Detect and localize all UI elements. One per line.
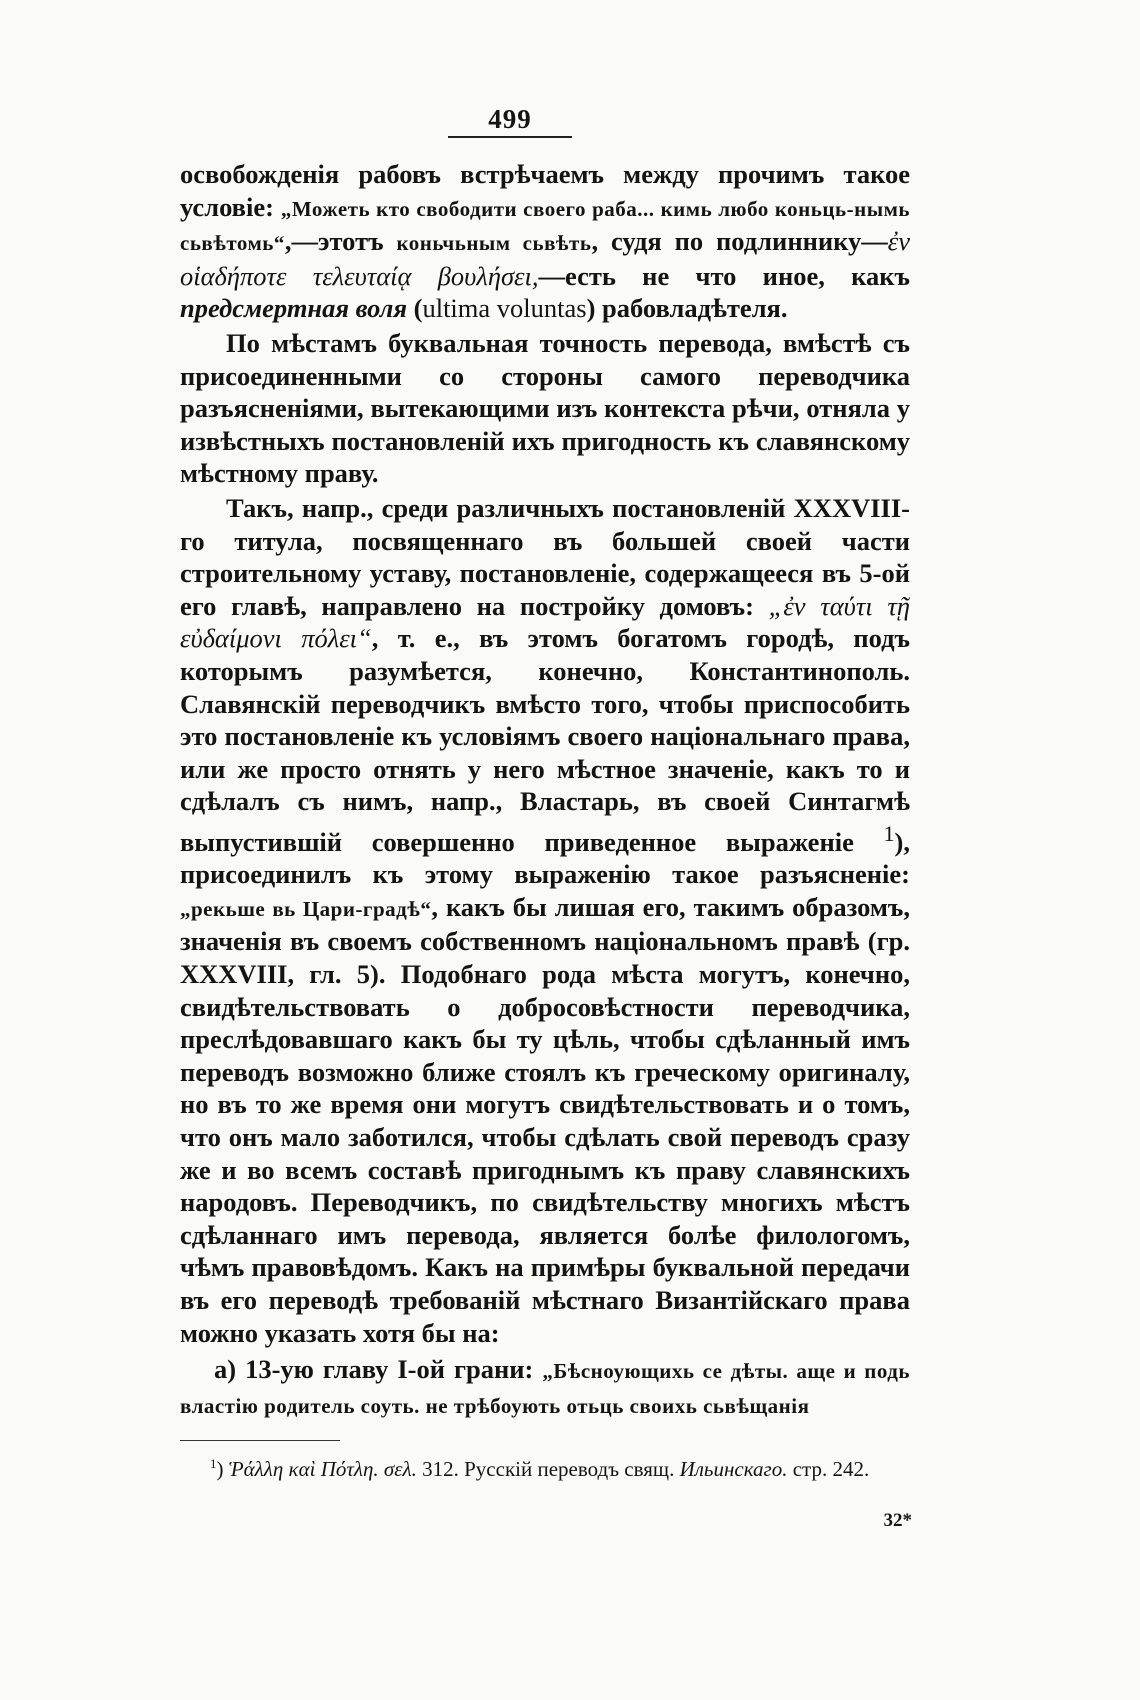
footnote: $^1$) Ῥάλλη καὶ Πότλη. σελ. 312. Русскій переводъ свящ. Ильинскаго. стр. 242. — [210, 1456, 870, 1481]
footnote-rule — [180, 1440, 340, 1441]
p1-slavonic-quote: „Можеть кто свободити своего раба... кимь любо коньць-нымь сьвѣтомь“ — [180, 196, 910, 256]
footnote-marker: 1 — [210, 1456, 217, 1471]
p1-text-5: ( — [407, 293, 423, 324]
p3-text-1: Такъ, напр., среди различныхъ постановленій XXXVIII-го титула, посвященнаго въ большей своей части строительному уставу, постановленіе, содержащееся въ 5-ой его главѣ, направлено на постройку домовъ: — [180, 492, 910, 621]
p3-text-2: , т. е., въ этомъ богатомъ городѣ, подъ которымъ разумѣется, конечно, Константинополь. Славянскій переводчикъ вмѣсто того, чтобы приспособить это постановленіе къ условіямъ своего національнаго права, или же просто отнять у него мѣстное значеніе, какъ то и сдѣлалъ съ нимъ, напр., Властарь, въ своей Синтагмѣ выпустившій совершенно приведенное выраженіе — [180, 623, 910, 857]
signature-mark: 32* — [883, 1510, 912, 1531]
item-a-text: а) 13-ую главу І-ой грани: — [214, 1354, 543, 1385]
p3-text-4: , какъ бы лишая его, такимъ образомъ, значенія въ своемъ собственномъ національномъ правѣ (гр. XXXVIII, гл. 5). Подобнаго рода мѣста могутъ, конечно, свидѣтельствовать о добросовѣстности переводчика, преслѣдовавшаго какъ бы ту цѣль, чтобы сдѣланный имъ переводъ возможно ближе стоялъ къ греческому оригиналу, но въ то же время они могутъ свидѣтельствовать и о томъ, что онъ мало заботился, чтобы сдѣлать свой переводъ сразу же и во всемъ составѣ пригоднымъ къ праву славянскихъ народовъ. Переводчикъ, по свидѣтельству многихъ мѣстъ сдѣланнаго имъ перевода, является болѣе филологомъ, чѣмъ правовѣдомъ. Какъ на примѣры буквальной передачи въ его переводѣ требованій мѣстнаго Византійскаго права можно указать хотя бы на: — [180, 891, 910, 1348]
footnote-reference: 1 — [883, 820, 895, 846]
paragraph-1 — [180, 158, 910, 325]
paragraph-3 — [180, 492, 910, 1349]
item-a-slavonic-quote: „Бѣсноующихь се дѣты. аще и подь властію родитель соуть. не трѣбоують отьць своихь сьвѣщанія — [180, 1359, 911, 1418]
list-item-a — [180, 1353, 910, 1422]
footnote-text-1: 312. Русскій переводъ свящ. — [416, 1457, 680, 1481]
footnote-author: Ильинскаго. — [679, 1457, 788, 1481]
p3-text-3: ), присоединилъ къ этому выраженію такое разъясненіе: — [180, 826, 910, 890]
p3-slavonic-quote: „рекьше вь Цари-градѣ“ — [180, 896, 432, 921]
p1-text-4: —есть не что иное, какъ — [538, 260, 911, 291]
p1-text-2: ,—этотъ — [284, 226, 397, 257]
p1-emphasis: предсмертная воля — [180, 293, 407, 324]
header-rule — [448, 136, 572, 138]
footnote-greek-source: Ῥάλλη καὶ Πότλη. σελ. — [228, 1457, 417, 1481]
p1-text-1: освобожденія рабовъ встрѣчаемъ между прочимъ такое условіе: — [180, 159, 910, 222]
p1-text-3: , судя по подлиннику— — [591, 226, 888, 257]
page-number: 499 — [488, 104, 532, 134]
p1-greek-phrase: ἐν οἱαδήποτε τελευταίᾳ βουλήσει, — [180, 226, 910, 291]
p1-latin-phrase: ultima voluntas — [422, 293, 587, 324]
paragraph-2: По мѣстамъ буквальная точность перевода, вмѣстѣ съ присоединенными со стороны самого переводчика разъясненіями, вытекающими изъ контекста рѣчи, отняла у извѣстныхъ постановленій ихъ пригодность къ славянскому мѣстному праву. — [180, 327, 910, 489]
footnote-text-2: стр. 242. — [787, 1457, 870, 1481]
p1-text-6: ) рабовладѣтеля. — [586, 293, 788, 324]
main-text — [180, 158, 910, 1422]
p3-greek-phrase: „ἐν ταύτι τῇ εὐδαίμονι πόλει“ — [180, 590, 910, 654]
p1-slavonic-term: коньчьным сьвѣть — [396, 231, 592, 256]
